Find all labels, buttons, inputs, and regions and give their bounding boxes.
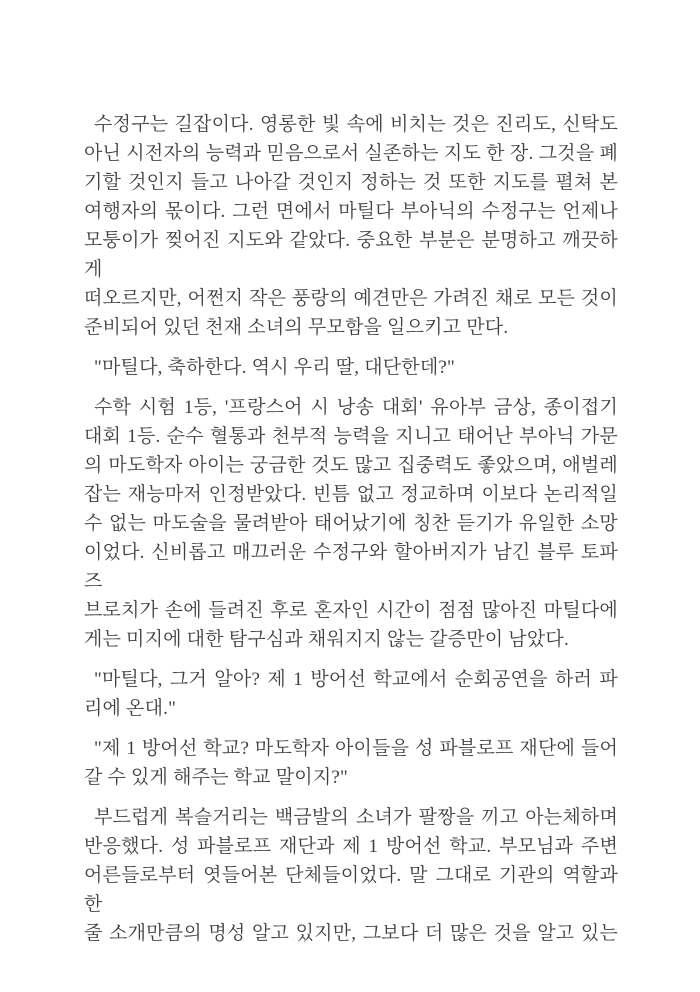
text-line: 반응했다. 성 파블로프 재단과 제 1 방어선 학교. 부모님과 주변: [84, 836, 618, 857]
text-line: 모퉁이가 찢어진 지도와 같았다. 중요한 부분은 분명하고 깨끗하게: [84, 230, 618, 280]
paragraph: [84, 393, 618, 654]
text-line: 게는 미지에 대한 탐구심과 채워지지 않는 갈증만이 남았다.: [84, 629, 569, 650]
paragraph: [84, 803, 618, 948]
text-line: 수학 시험 1등, '프랑스어 시 낭송 대회' 유아부 금상, 종이접기: [94, 397, 618, 418]
text-line: 준비되어 있던 천재 소녀의 무모함을 일으키고 만다.: [84, 317, 509, 338]
text-line: 수 없는 마도술을 물려받아 태어났기에 칭찬 듣기가 유일한 소망: [84, 513, 618, 534]
text-line: 리에 온대.": [84, 698, 177, 719]
text-line: 브로치가 손에 들려진 후로 혼자인 시간이 점점 많아진 마틸다에: [84, 600, 618, 621]
paragraph: [84, 110, 618, 342]
text-line: 여행자의 몫이다. 그런 면에서 마틸다 부아닉의 수정구는 언제나: [84, 201, 618, 222]
text-line: 갈 수 있게 해주는 학교 말이지?": [84, 767, 348, 788]
text-line: 의 마도학자 아이는 궁금한 것도 많고 집중력도 좋았으며, 애벌레: [84, 455, 618, 476]
paragraph: [84, 353, 618, 382]
paragraph: [84, 665, 618, 723]
text-line: 대회 1등. 순수 혈통과 천부적 능력을 지니고 태어난 부아닉 가문: [84, 426, 618, 447]
text-block: [84, 110, 618, 959]
text-line: 아닌 시전자의 능력과 믿음으로서 실존하는 지도 한 장. 그것을 폐: [84, 143, 618, 164]
text-line: 줄 소개만큼의 명성 알고 있지만, 그보다 더 많은 것을 알고 있는: [84, 923, 618, 944]
text-line: "제 1 방어선 학교? 마도학자 아이들을 성 파블로프 재단에 들어: [94, 738, 618, 759]
text-line: 이었다. 신비롭고 매끄러운 수정구와 할아버지가 남긴 블루 토파즈: [84, 542, 618, 592]
text-line: "마틸다, 축하한다. 역시 우리 딸, 대단한데?": [94, 357, 456, 378]
text-line: 수정구는 길잡이다. 영롱한 빛 속에 비치는 것은 진리도, 신탁도: [94, 114, 618, 135]
text-line: 잡는 재능마저 인정받았다. 빈틈 없고 정교하며 이보다 논리적일: [84, 484, 618, 505]
paragraph: [84, 734, 618, 792]
text-line: 어른들로부터 엿들어본 단체들이었다. 말 그대로 기관의 역할과 한: [84, 865, 618, 915]
text-line: "마틸다, 그거 알아? 제 1 방어선 학교에서 순회공연을 하러 파: [94, 669, 618, 690]
text-line: 부드럽게 복슬거리는 백금발의 소녀가 팔짱을 끼고 아는체하며: [94, 807, 618, 828]
text-line: 기할 것인지 들고 나아갈 것인지 정하는 것 또한 지도를 펼쳐 본: [84, 172, 618, 193]
text-line: 떠오르지만, 어쩐지 작은 풍랑의 예견만은 가려진 채로 모든 것이: [84, 288, 618, 309]
